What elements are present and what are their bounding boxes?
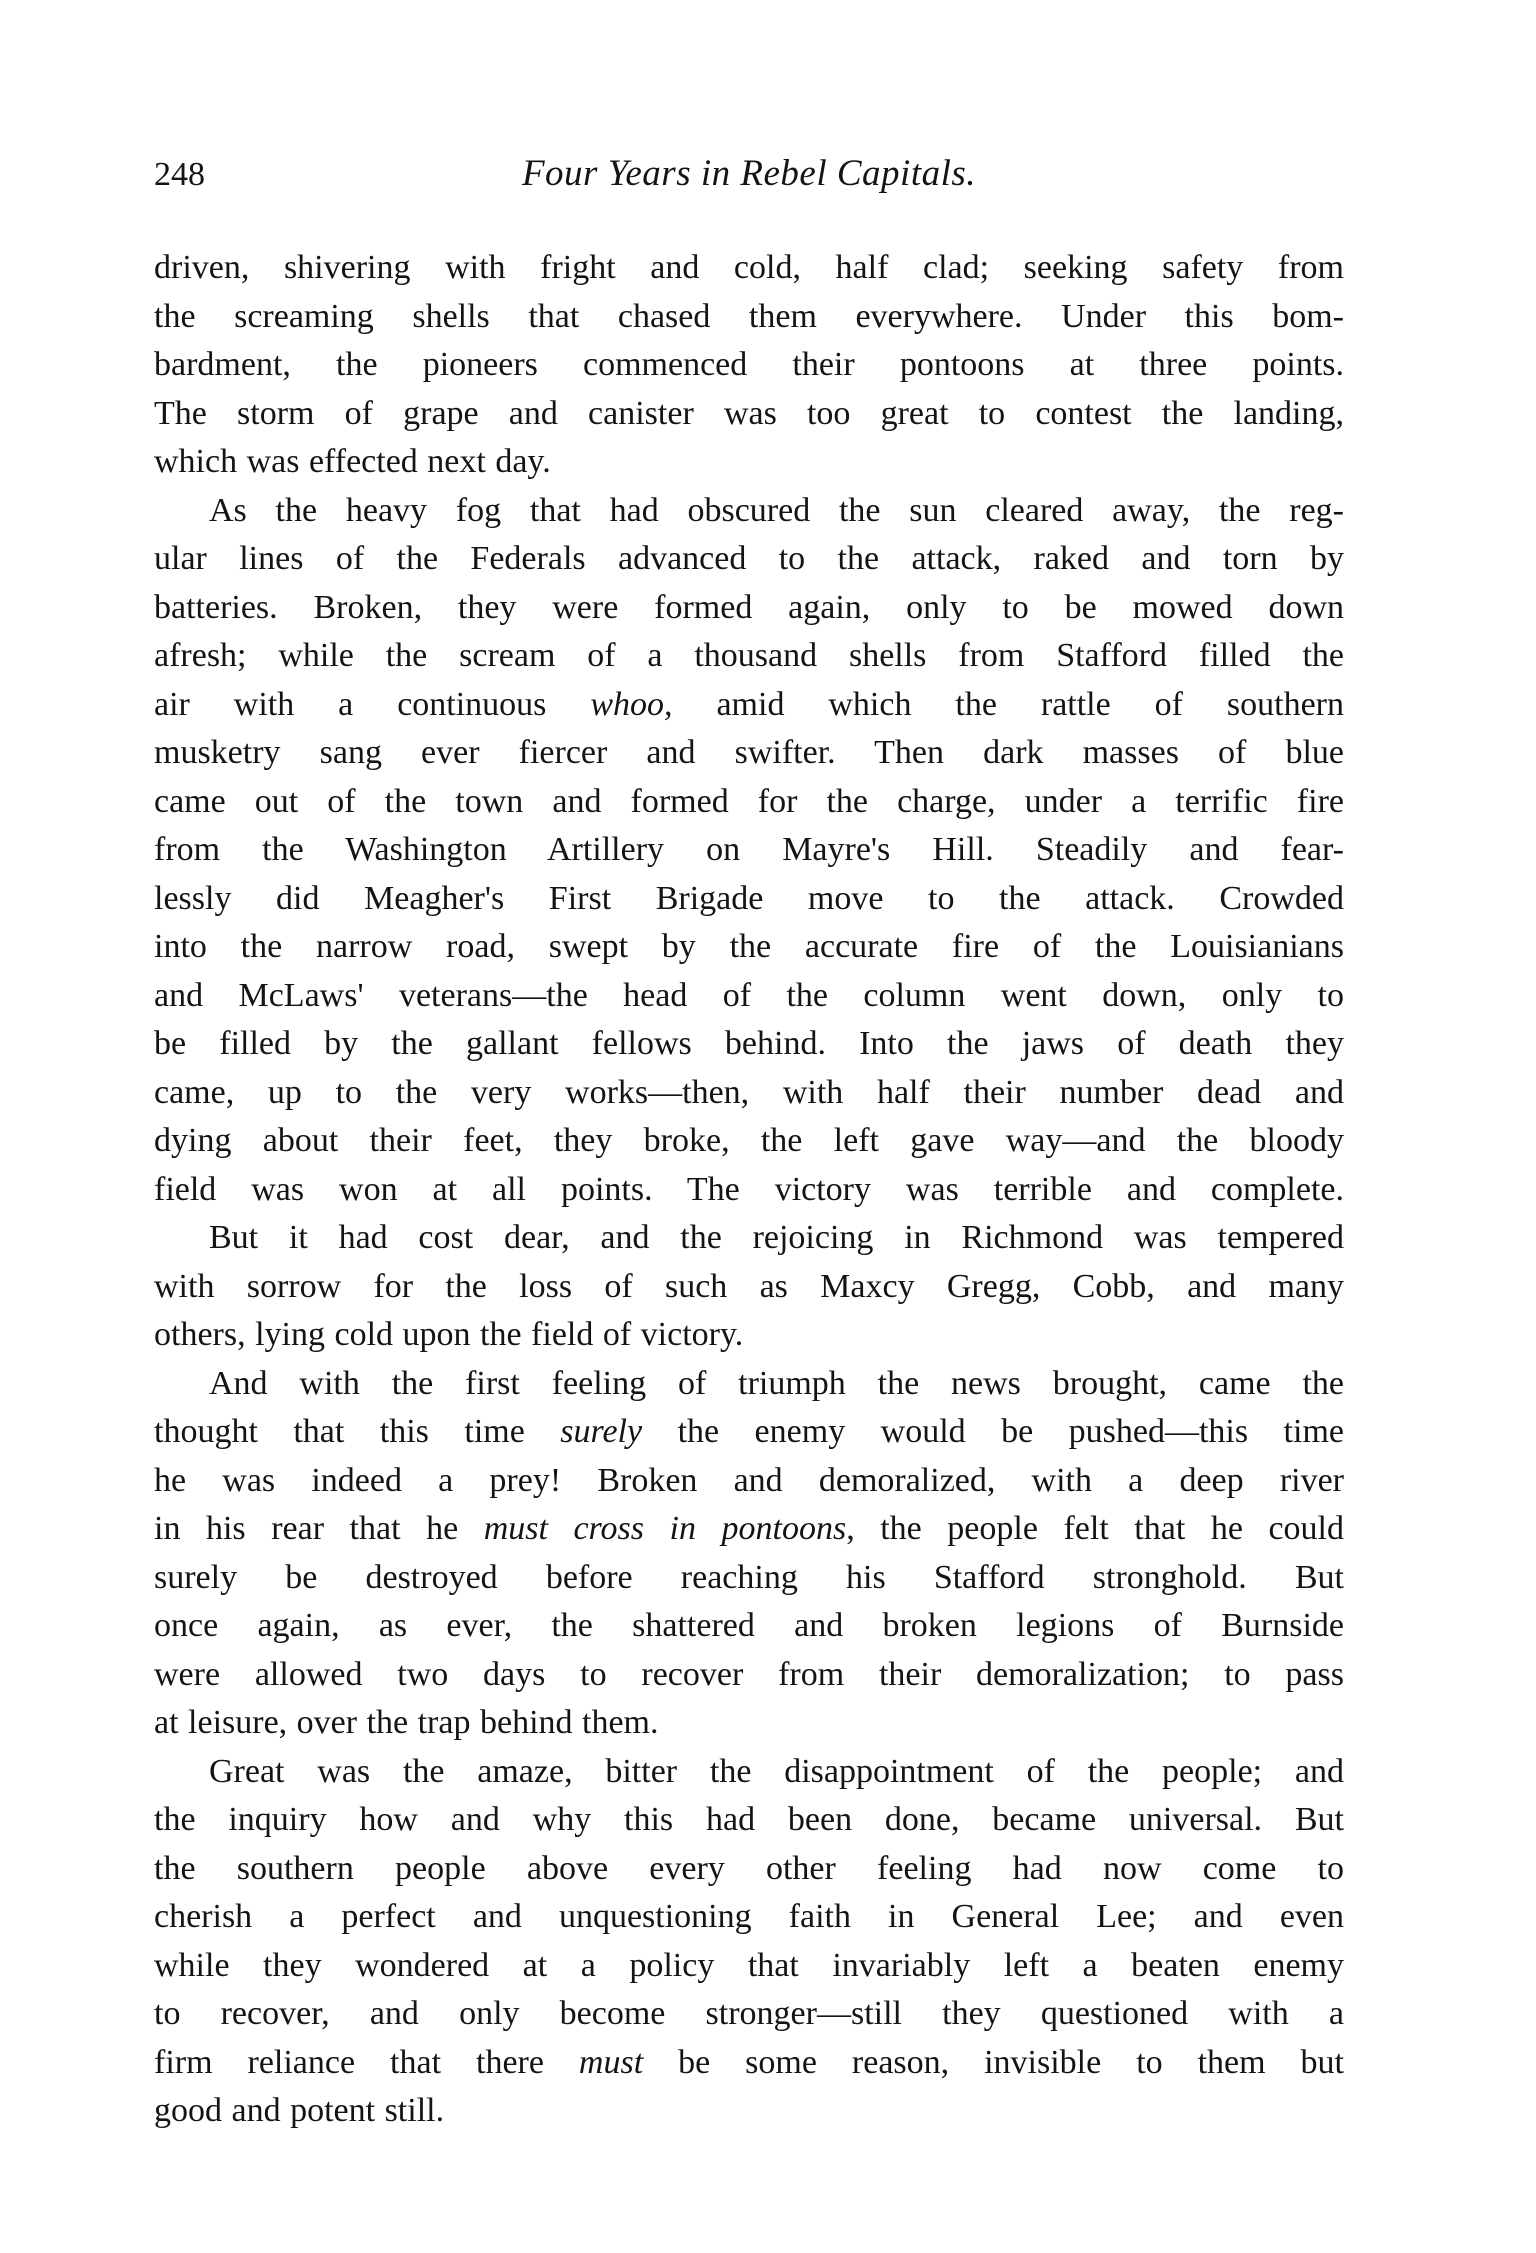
text-segment: The storm of grape and canister was too great to contest the landing, — [154, 394, 1344, 432]
text-segment: amid which the rattle of southern — [672, 685, 1344, 723]
text-segment: came out of the town and formed for the charge, under a terrific fire — [154, 782, 1344, 820]
text-line — [154, 1360, 1344, 1409]
body-text — [154, 244, 1344, 2136]
page-header — [154, 152, 1344, 202]
text-segment: firm reliance that there — [154, 2043, 579, 2081]
text-line — [154, 1408, 1344, 1457]
text-segment: field was won at all points. The victory was terrible and complete. — [154, 1170, 1344, 1208]
text-line — [154, 1942, 1344, 1991]
text-line — [154, 1602, 1344, 1651]
text-line — [154, 1554, 1344, 1603]
text-line — [154, 1166, 1344, 1215]
running-title: Four Years in Rebel Capitals. — [521, 153, 977, 194]
text-segment: which was effected next day. — [154, 443, 551, 480]
text-line — [154, 1117, 1344, 1166]
text-segment: once again, as ever, the shattered and broken legions of Burnside — [154, 1607, 1344, 1644]
text-line — [154, 1214, 1344, 1263]
text-line — [154, 1699, 1344, 1748]
text-line — [154, 1505, 1344, 1554]
italic-text: must — [578, 2043, 644, 2081]
text-segment: to recover, and only become stronger—still they questioned with a — [154, 1995, 1344, 2032]
text-segment: batteries. Broken, they were formed again, only to be mowed down — [154, 588, 1344, 626]
text-line — [154, 1069, 1344, 1118]
text-segment: while they wondered at a policy that invariably left a beaten enemy — [154, 1946, 1344, 1984]
text-segment: surely be destroyed before reaching his Stafford stronghold. But — [154, 1558, 1344, 1596]
text-segment: with sorrow for the loss of such as Maxcy Gregg, Cobb, and many — [154, 1267, 1344, 1305]
text-line — [154, 244, 1344, 293]
text-line — [154, 1457, 1344, 1506]
text-line — [154, 923, 1344, 972]
text-segment: afresh; while the scream of a thousand shells from Stafford filled the — [154, 637, 1344, 674]
text-line — [154, 1311, 1344, 1360]
text-line — [154, 681, 1344, 730]
text-line — [154, 438, 1344, 487]
text-line — [154, 2039, 1344, 2088]
text-segment: dying about their feet, they broke, the left gave way—and the bloody — [154, 1122, 1344, 1159]
text-line — [154, 584, 1344, 633]
text-segment: in his rear that he — [154, 1510, 484, 1547]
text-segment: the screaming shells that chased them everywhere. Under this bom- — [154, 297, 1344, 335]
text-line — [154, 1651, 1344, 1700]
text-line — [154, 778, 1344, 827]
text-segment: from the Washington Artillery on Mayre's Hill. Steadily and fear- — [154, 831, 1344, 868]
text-segment: the southern people above every other feeling had now come to — [154, 1849, 1344, 1887]
text-line — [154, 632, 1344, 681]
text-segment: air with a continuous — [154, 685, 591, 723]
italic-text: whoo, — [590, 685, 673, 723]
page-number: 248 — [154, 156, 205, 193]
text-line — [154, 390, 1344, 439]
text-segment: were allowed two days to recover from their demoralization; to pass — [154, 1655, 1344, 1693]
text-segment: and McLaws' veterans—the head of the column went down, only to — [154, 976, 1344, 1014]
text-segment: the enemy would be pushed—this time — [642, 1413, 1344, 1450]
text-segment: As the heavy fog that had obscured the sun cleared away, the reg- — [209, 491, 1344, 529]
text-line — [154, 2087, 1344, 2136]
text-line — [154, 1748, 1344, 1797]
text-segment: ular lines of the Federals advanced to the attack, raked and torn by — [154, 540, 1344, 577]
text-line — [154, 875, 1344, 924]
text-line — [154, 1893, 1344, 1942]
text-line — [154, 535, 1344, 584]
text-segment: he was indeed a prey! Broken and demoralized, with a deep river — [154, 1461, 1344, 1499]
text-segment: came, up to the very works—then, with half their number dead and — [154, 1073, 1344, 1111]
text-segment: musketry sang ever fiercer and swifter. Then dark masses of blue — [154, 734, 1344, 771]
text-segment: But it had cost dear, and the rejoicing in Richmond was tempered — [209, 1219, 1344, 1256]
text-line — [154, 1845, 1344, 1894]
text-line — [154, 293, 1344, 342]
text-segment: good and potent still. — [154, 2092, 445, 2129]
text-segment: Great was the amaze, bitter the disappointment of the people; and — [209, 1752, 1344, 1790]
text-line — [154, 1263, 1344, 1312]
text-segment: others, lying cold upon the field of victory. — [154, 1316, 744, 1353]
italic-text: surely — [560, 1413, 643, 1450]
text-segment: , the people felt that he could — [846, 1510, 1344, 1547]
text-segment: be filled by the gallant fellows behind. Into the jaws of death they — [154, 1025, 1344, 1062]
text-segment: thought that this time — [154, 1413, 561, 1450]
text-segment: driven, shivering with fright and cold, half clad; seeking safety from — [154, 249, 1344, 286]
text-line — [154, 826, 1344, 875]
text-line — [154, 729, 1344, 778]
text-segment: into the narrow road, swept by the accurate fire of the Louisianians — [154, 928, 1344, 965]
text-line — [154, 1020, 1344, 1069]
text-segment: at leisure, over the trap behind them. — [154, 1704, 659, 1741]
text-segment: cherish a perfect and unquestioning faith in General Lee; and even — [154, 1898, 1344, 1935]
text-line — [154, 341, 1344, 390]
italic-text: must cross in pontoons — [483, 1510, 847, 1547]
text-segment: the inquiry how and why this had been done, became universal. But — [154, 1801, 1344, 1838]
text-segment: And with the first feeling of triumph the news brought, came the — [209, 1364, 1344, 1402]
text-segment: bardment, the pioneers commenced their pontoons at three points. — [154, 346, 1344, 383]
text-line — [154, 1796, 1344, 1845]
text-line — [154, 972, 1344, 1021]
text-line — [154, 487, 1344, 536]
text-segment: lessly did Meagher's First Brigade move to the attack. Crowded — [154, 879, 1344, 917]
text-segment: be some reason, invisible to them but — [643, 2043, 1344, 2081]
text-line — [154, 1990, 1344, 2039]
